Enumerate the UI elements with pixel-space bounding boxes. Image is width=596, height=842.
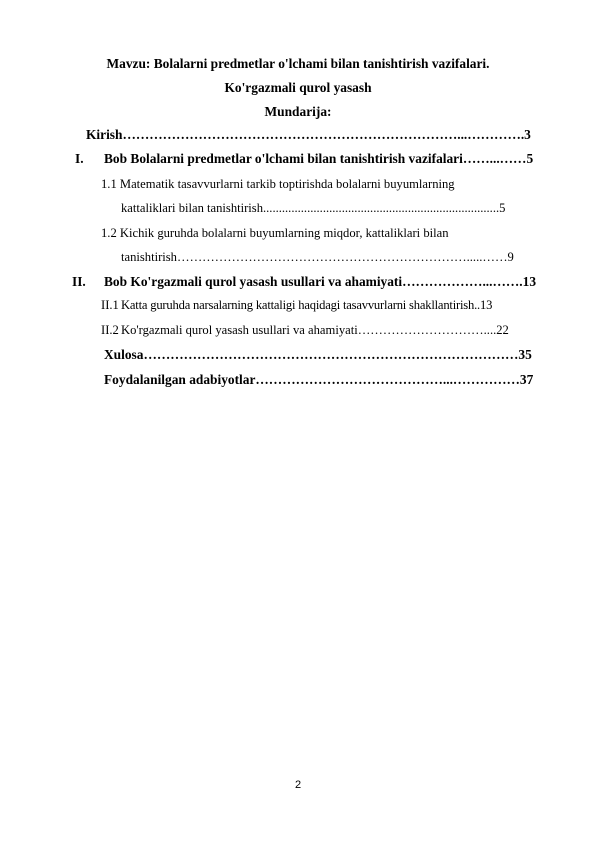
toc-intro: Kirish…………………………………………………………………...………….3 bbox=[86, 127, 531, 142]
toc-chapter-2-number: II. bbox=[72, 274, 86, 289]
toc-chapter-1-title: Bob Bolalarni predmetlar o'lchami bilan tanishtirish vazifalari……...……5 bbox=[104, 151, 534, 166]
toc-chapter-1-number: I. bbox=[75, 151, 84, 166]
toc-references: Foydalanilgan adabiyotlar……………………………………...……………37 bbox=[104, 372, 534, 387]
toc-section-1-1-line1: 1.1 Matematik tasavvurlarni tarkib toptirishda bolalarni buyumlarning bbox=[101, 177, 455, 191]
toc-section-1-1-line2: kattaliklari bilan tanishtirish...........................................................................5 bbox=[121, 201, 506, 215]
toc-section-2-2-number: II.2 bbox=[101, 323, 119, 337]
toc-section-2-2-title: Ko'rgazmali qurol yasash usullari va ahamiyati…………………………....22 bbox=[121, 323, 509, 337]
contents-heading: Mundarija: bbox=[264, 104, 332, 119]
toc-conclusion: Xulosa…………………………………………………………………………35 bbox=[104, 347, 532, 362]
toc-section-1-2-line2: tanishtirish…………………………………………………………….....……9 bbox=[121, 250, 514, 264]
toc-chapter-2-title: Bob Ko'rgazmali qurol yasash usullari va ahamiyati………………...…….13 bbox=[104, 274, 537, 289]
toc-section-1-2-line1: 1.2 Kichik guruhda bolalarni buyumlarning miqdor, kattaliklari bilan bbox=[101, 226, 449, 240]
page-number: 2 bbox=[294, 779, 302, 791]
toc-section-2-1-title: Katta guruhda narsalarning kattaligi haqidagi tasavvurlarni shakllantirish..13 bbox=[121, 298, 493, 312]
subtitle: Ko'rgazmali qurol yasash bbox=[224, 80, 372, 95]
topic-title: Mavzu: Bolalarni predmetlar o'lchami bilan tanishtirish vazifalari. bbox=[106, 56, 490, 71]
toc-section-2-1-number: II.1 bbox=[101, 298, 119, 312]
